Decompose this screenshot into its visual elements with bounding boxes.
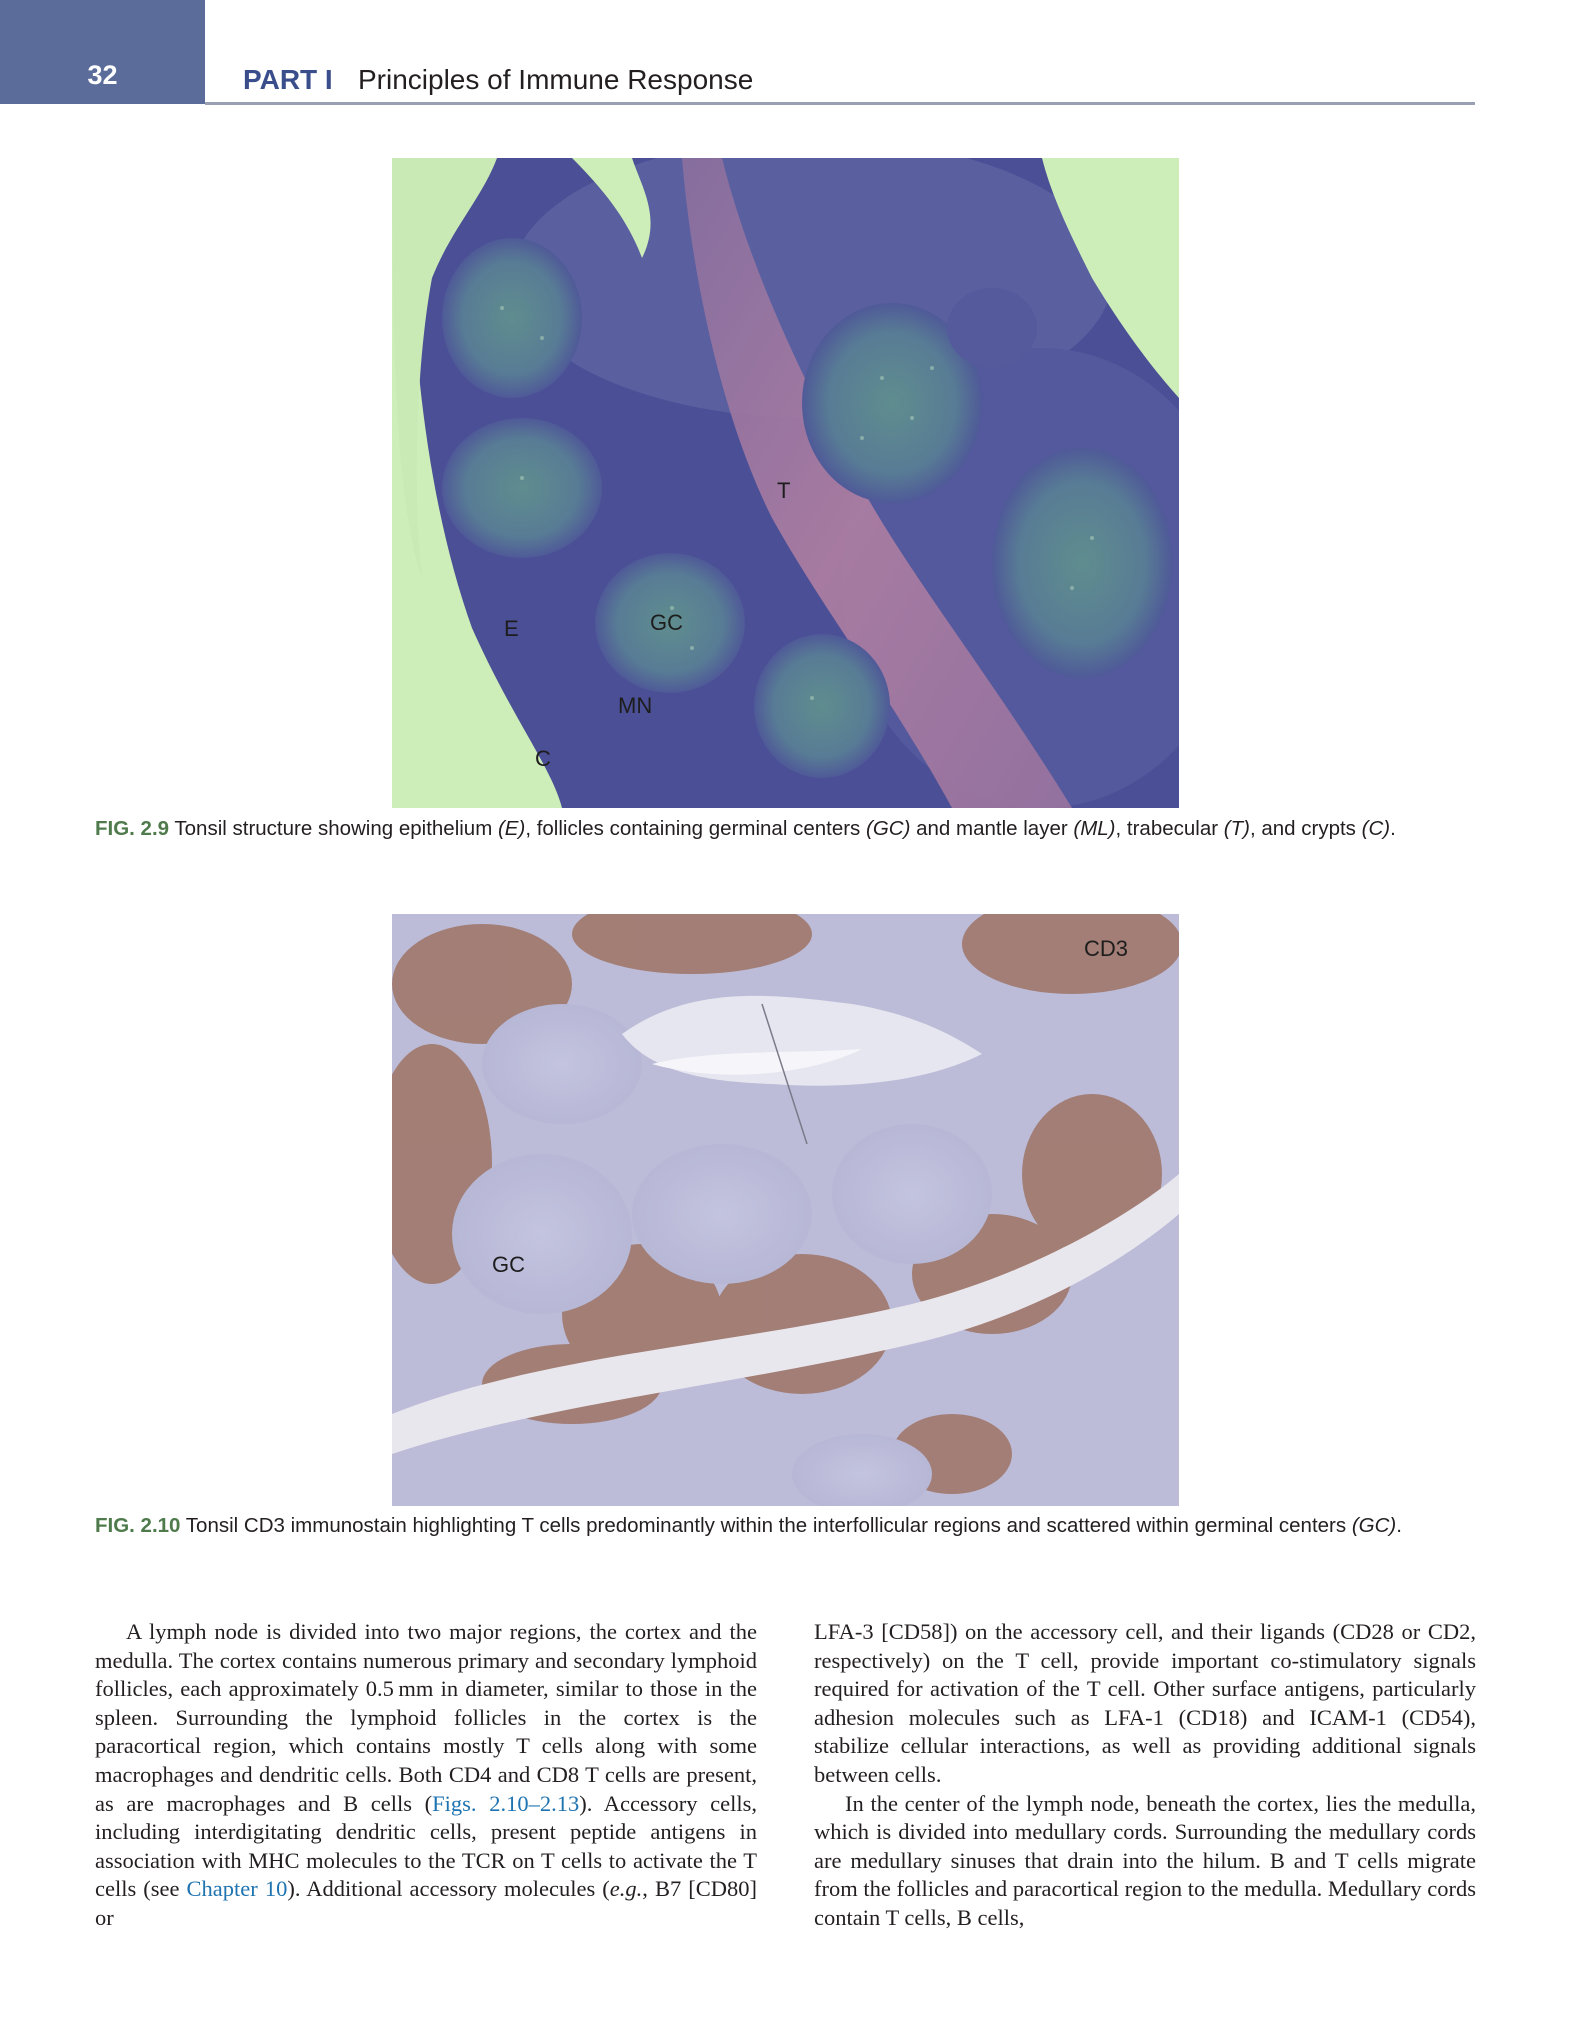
caption-text: and mantle layer	[910, 817, 1074, 840]
body-text: ). Additional accessory molecules (	[287, 1876, 610, 1902]
label-crypt: C	[535, 746, 551, 771]
header-part: PART I	[243, 64, 333, 95]
body-column-left	[95, 1618, 757, 1933]
label-germinal-center: GC	[650, 610, 683, 635]
caption-text: Tonsil structure showing epithelium	[169, 817, 498, 840]
figure-reference-link[interactable]: Figs. 2.10–2.13	[432, 1790, 580, 1816]
label-mantle: MN	[618, 693, 653, 718]
caption-italic: (E)	[497, 817, 526, 840]
caption-figure-number: FIG. 2.10	[95, 1514, 181, 1537]
label-germinal-center: GC	[492, 1252, 525, 1277]
body-text: , B7 [CD80] or	[95, 1876, 758, 1930]
caption-italic: (GC)	[1351, 1514, 1397, 1537]
caption-text: .	[1390, 817, 1396, 840]
caption-italic: (ML)	[1073, 817, 1116, 840]
body-italic: e.g.	[609, 1876, 643, 1902]
chapter-reference-link[interactable]: Chapter 10	[186, 1876, 288, 1902]
caption-text: .	[1396, 1514, 1402, 1537]
header-title: Principles of Immune Response	[358, 64, 754, 95]
caption-italic: (GC)	[866, 817, 911, 840]
caption-italic: (T)	[1223, 817, 1250, 840]
body-paragraph	[95, 1618, 757, 1933]
figure-2-9-caption	[95, 815, 1475, 842]
header-rule	[205, 102, 1475, 105]
caption-text: Tonsil CD3 immunostain highlighting T cells predominantly within the interfollicular regions and scattered within germinal centers	[180, 1514, 1352, 1537]
body-paragraph: LFA-3 [CD58]) on the accessory cell, and their ligands (CD28 or CD2, respectively) on the T cell, provide important co-stimulatory signals required for activation of the T cell. Other surface antigens, particularly adhesion molecules such as LFA-1 (CD18) and ICAM-1 (CD54), stabilize cellular interactions, as well as providing additional signals between cells.	[814, 1619, 1476, 1787]
figure-2-9-micrograph	[392, 158, 1179, 808]
label-trabecular: T	[777, 478, 791, 503]
caption-text: , trabecular	[1115, 817, 1224, 840]
caption-text: , and crypts	[1249, 817, 1362, 840]
label-cd3: CD3	[1084, 936, 1129, 961]
figure-2-10-micrograph	[392, 914, 1179, 1506]
caption-text: , follicles containing germinal centers	[525, 817, 867, 840]
body-text: ). Accessory cells, including interdigitating dendritic cells, present peptide antigens in association with MHC molecules to the TCR on T cells to activate the T cells (see	[95, 1790, 758, 1902]
body-paragraph: In the center of the lymph node, beneath the cortex, lies the medulla, which is divided into medullary cords. Surrounding the medullary cords are medullary sinuses that drain into the hilum. B and T cells migrate from the follicles and paracortical region to the medulla. Medullary cords contain T cells, B cells,	[814, 1790, 1476, 1930]
body-text: A lymph node is divided into two major regions, the cortex and the medulla. The cortex contains numerous primary and secondary lymphoid follicles, each approximately 0.5 mm in diameter, similar to those in the spleen. Surrounding the lymphoid follicles in the cortex is the paracortical region, which contains mostly T cells along with some macrophages and dendritic cells. Both CD4 and CD8 T cells are present, as are macrophages and B cells (	[95, 1619, 757, 1816]
page-number: 32	[87, 60, 118, 90]
figure-2-10-caption	[95, 1512, 1475, 1539]
cd3-stain-image	[392, 914, 1179, 1506]
label-epithelium: E	[504, 616, 519, 641]
caption-figure-number: FIG. 2.9	[95, 817, 170, 840]
body-column-right	[814, 1618, 1476, 1933]
caption-italic: (C)	[1361, 817, 1391, 840]
